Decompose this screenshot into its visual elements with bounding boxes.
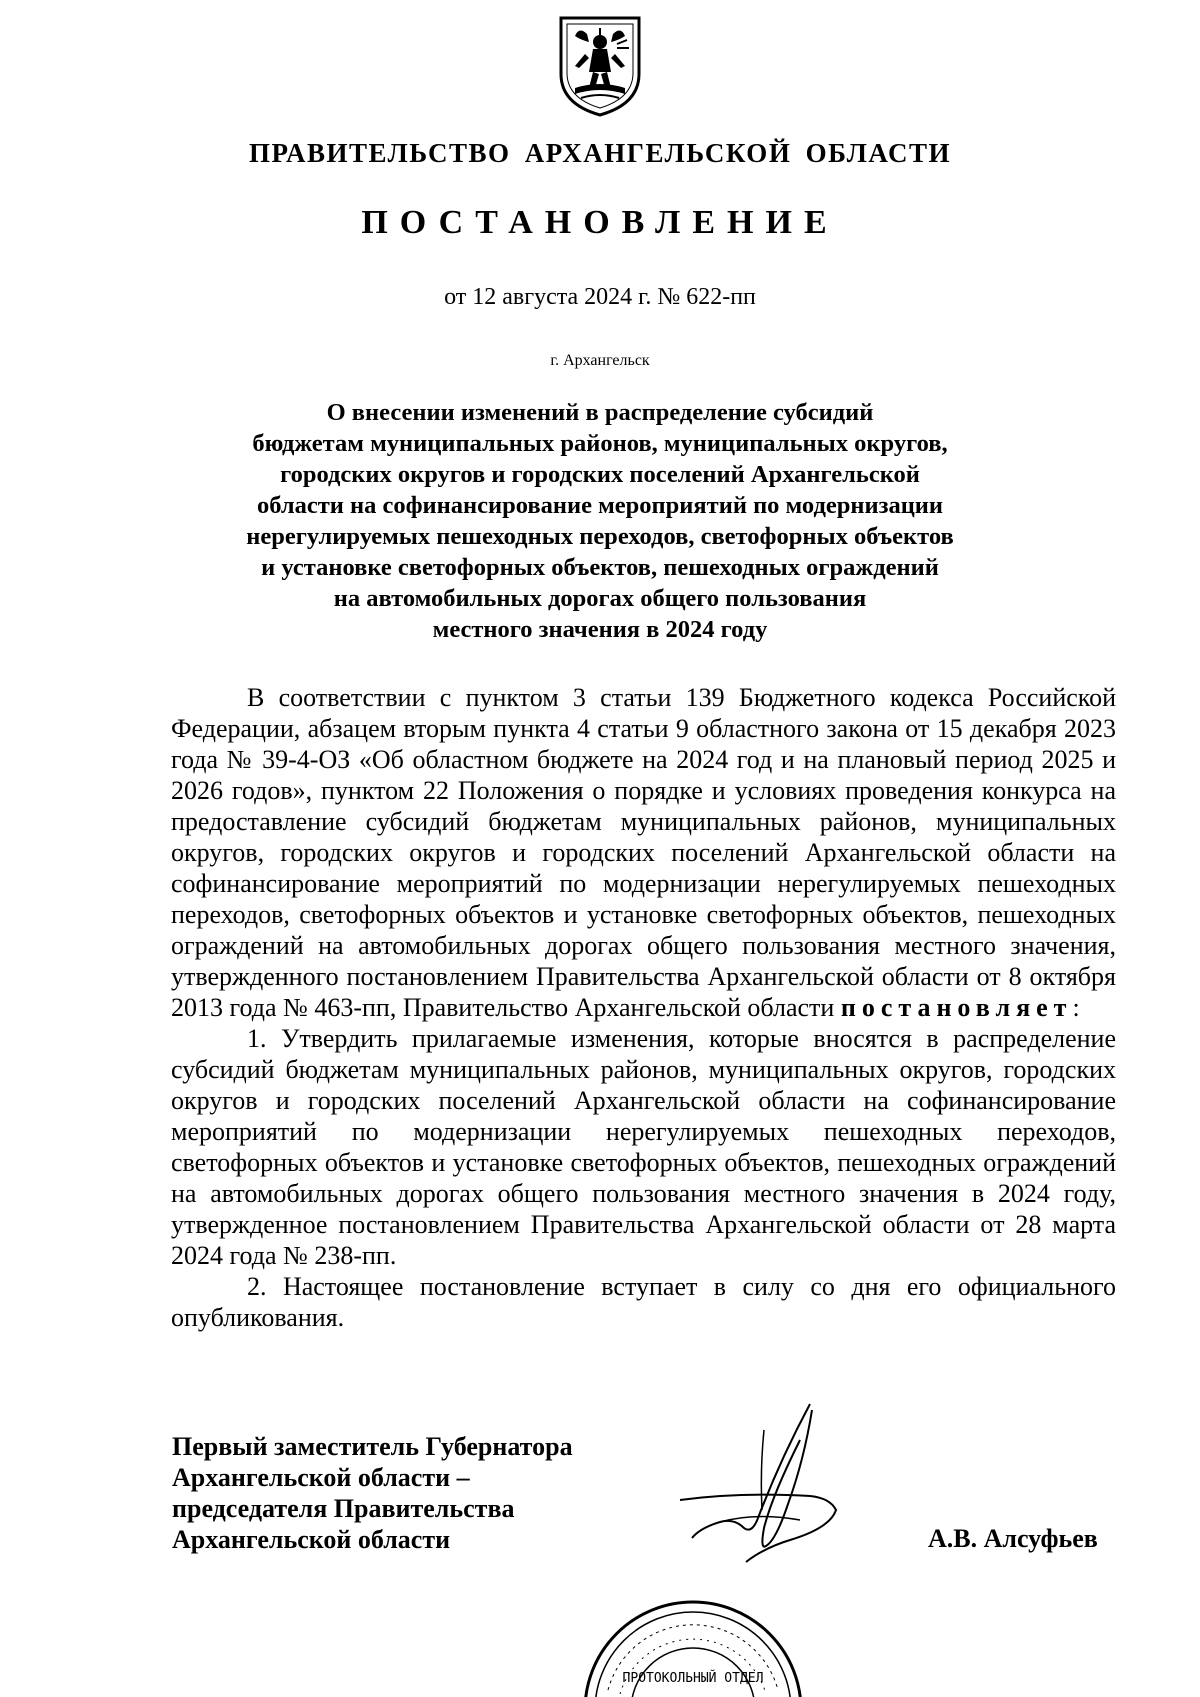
resolves-colon: : (1072, 993, 1080, 1022)
document-type: ПОСТАНОВЛЕНИЕ (361, 204, 839, 241)
title-line: и установке светофорных объектов, пешеходных ограждений (261, 554, 939, 581)
signer-position-line: Архангельской области – (172, 1463, 470, 1492)
resolves-word: постановляет (840, 993, 1073, 1022)
handwritten-signature-icon (660, 1400, 860, 1570)
title-line: О внесении изменений в распределение субсидий (326, 399, 874, 426)
signer-position-line: председателя Правительства (172, 1494, 515, 1523)
title-line: нерегулируемых пешеходных переходов, светофорных объектов (246, 523, 954, 550)
signer-position-line: Первый заместитель Губернатора (172, 1432, 573, 1461)
signer-name: А.В. Алсуфьев (928, 1524, 1098, 1553)
document-title (200, 397, 1000, 645)
issuing-authority: ПРАВИТЕЛЬСТВО АРХАНГЕЛЬСКОЙ ОБЛАСТИ (248, 138, 952, 168)
signer-position-line: Архангельской области (172, 1525, 451, 1554)
title-line: местного значения в 2024 году (432, 616, 768, 643)
title-line: городских округов и городских поселений Архангельской (280, 461, 920, 488)
document-place: г. Архангельск (550, 352, 650, 369)
coat-of-arms-emblem-icon (555, 14, 645, 118)
document-body (171, 682, 1116, 1333)
document-date-number: от 12 августа 2024 г. № 622-пп (444, 284, 756, 310)
title-line: области на софинансирование мероприятий по модернизации (256, 492, 944, 519)
item-2-paragraph: 2. Настоящее постановление вступает в силу со дня его официального опубликования. (171, 1272, 1116, 1332)
round-seal-stamp-icon (578, 1590, 808, 1697)
title-line: бюджетам муниципальных районов, муниципальных округов, (252, 430, 948, 457)
title-line: на автомобильных дорогах общего пользования (333, 585, 867, 612)
signer-position (172, 1431, 573, 1555)
preamble-text: В соответствии с пунктом 3 статьи 139 Бюджетного кодекса Российской Федерации, абзацем вторым пункта 4 статьи 9 областного закона от 15 декабря 2023 года № 39-4-ОЗ «Об областном бюджете на 2024 год и на плановый период 2025 и 2026 годов», пунктом 22 Положения о порядке и условиях проведения конкурса на предоставление субсидий бюджетам муниципальных районов, муниципальных округов, городских округов и городских поселений Архангельской области на софинансирование мероприятий по модернизации нерегулируемых пешеходных переходов, светофорных объектов и установке светофорных объектов, пешеходных ограждений на автомобильных дорогах общего пользования местного значения, утвержденного постановлением Правительства Архангельской области от 8 октября 2013 года № 463-пп, Правительство Архангельской области (171, 683, 1116, 1022)
item-1-paragraph: 1. Утвердить прилагаемые изменения, которые вносятся в распределение субсидий бюджетам муниципальных районов, муниципальных округов, городских округов и городских поселений Архангельской области на софинансирование мероприятий по модернизации нерегулируемых пешеходных переходов, светофорных объектов и установке светофорных объектов, пешеходных ограждений на автомобильных дорогах общего пользования местного значения в 2024 году, утвержденное постановлением Правительства Архангельской области от 28 марта 2024 года № 238-пп. (171, 1024, 1116, 1270)
preamble-paragraph (171, 682, 1116, 1023)
stamp-text: ПРОТОКОЛЬНЫЙ ОТДЕЛ (622, 1671, 764, 1686)
